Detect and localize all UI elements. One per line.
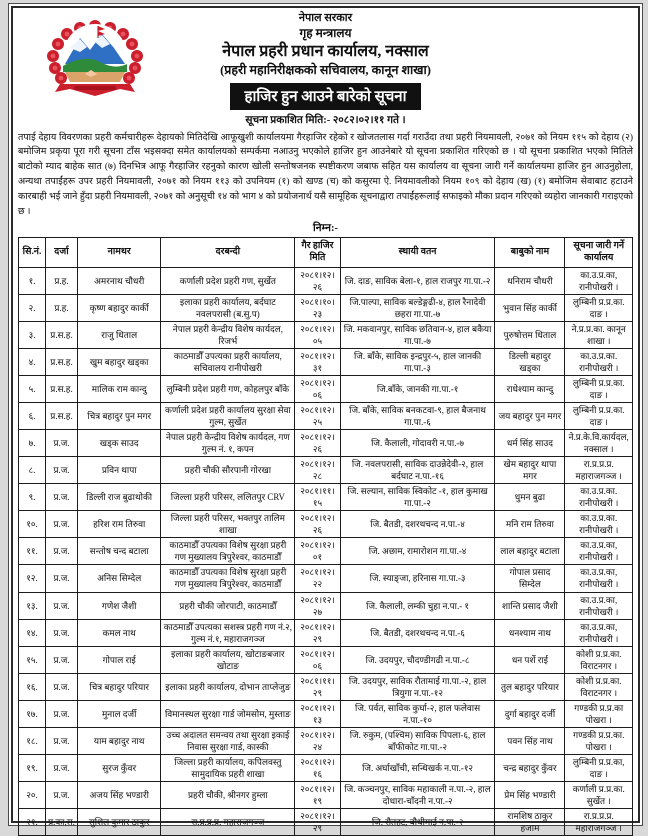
cell-father_name: डिल्ली बहादुर खड्का — [495, 349, 565, 376]
cell-rank: प्र.ज. — [46, 700, 78, 727]
cell-name: प्रविन थापा — [77, 457, 161, 484]
cell-address: जि. बाँके, साविक बनकटवा-९, हाल बैजनाथ गा.पा.-६ — [340, 403, 495, 430]
cell-issuing_office: लुम्बिनी प्र.प्र.का. दाङ । — [565, 295, 633, 322]
cell-name: मालिक राम कान्दु — [77, 376, 161, 403]
cell-address: जि. अछाम, रामारोशन गा.पा.-४ — [340, 538, 495, 565]
cell-absent_date: २०८१।११।१५ — [295, 484, 340, 511]
cell-sn: ४. — [19, 349, 46, 376]
cell-issuing_office: लुम्बिनी प्र.प्र.का, दाङ । — [565, 754, 633, 781]
cell-absent_date: २०८१।१२।१३ — [295, 700, 340, 727]
cell-address: जि.बाँके, जानकी गा.पा.-१ — [340, 376, 495, 403]
cell-rank: प्र.ज. — [46, 673, 78, 700]
table-row — [19, 268, 633, 295]
column-header-posting: दरबन्दी — [161, 237, 295, 267]
cell-rank: प्र.ज. — [46, 727, 78, 754]
cell-posting: जिल्ला प्रहरी कार्यालय, कपिलवस्तु सामुदायिक प्रहरी शाखा — [161, 754, 295, 781]
published-date: सूचना प्रकाशित मिति:- २०८२।०२।११ गते । — [245, 114, 406, 126]
office-title: नेपाल प्रहरी प्रधान कार्यालय, नक्साल — [222, 43, 429, 61]
cell-father_name: रामशिष ठाकुर हजाम — [495, 808, 565, 835]
cell-issuing_office: का.उ.प्र.का, रानीपोखरी । — [565, 538, 633, 565]
cell-issuing_office: कर्णाली प्र.प्र.का. सुर्खेत । — [565, 781, 633, 808]
cell-posting: काठमाडौँ उपत्यका विशेष सुरक्षा प्रहरी गण मुख्यालय त्रिपुरेश्वर, काठमाडौँ — [161, 538, 295, 565]
cell-issuing_office: रा.प्र.प्र.प्र. महाराजगञ्ज । — [565, 457, 633, 484]
cell-posting: काठमाडौँ उपत्यका सशस्त्र प्रहरी गण नं.२, गुल्म नं.१, महाराजगञ्ज — [161, 619, 295, 646]
table-row — [19, 349, 633, 376]
cell-absent_date: २०८१।११।२९ — [295, 673, 340, 700]
cell-rank: प्र.ज. — [46, 511, 78, 538]
cell-absent_date: २०८१।१०।२३ — [295, 295, 340, 322]
table-header-row — [19, 237, 633, 267]
cell-sn: १८. — [19, 727, 46, 754]
intro-paragraph: तपाई देहाय विवरणका प्रहरी कर्मचारीहरू देहायको मितिदेखि आफूखुशी कार्यालयमा गैरहाजिर रहेको र खोजतलास गर्दा गराउँदा तथा प्रहरी नियमावली, २०७१ को नियम ११५ को देहाय (२) बमोजिम प्रकृया पूरा गरी सूचना टाँस भइसक्दा समेत कार्यालयको सम्पर्कमा नआउनु भएकोले हाजिर हुन आउनेबारे यो सूचना प्रकाशित गरिएको छ । यो सूचना प्रकाशित भएको मितिले बाटोको म्याद बाहेक सात (७) दिनभित्र आफू गैरहाजिर रहनुको कारण खोली सन्तोषजनक स्पष्टीकरण जबाफ सहित यस कार्यालय वा सूचना जारी गर्ने कार्यालयमा हाजिर हुन आउनुहोला, अन्यथा तपाईंहरू उपर प्रहरी नियमावली, २०७१ को नियम ११३ को उपनियम (१) को खण्ड (च) को कसुरमा ऐ. नियमावलीको नियम १०९ को देहाय (ख) (१) बमोजिम सेवाबाट हटाउने कारबाही भई जाने हुँदा प्रहरी नियमावली, २०७१ को अनुसूची १४ को भाग ४ को प्रयोजनार्थ यसै सामूहिक सूचनाद्वारा तपाईंहरूलाई सफाइको मौका प्रदान गरिएको व्यहोरा जानकारी गराइएको छ । — [18, 132, 633, 217]
cell-posting: प्रहरी चौकी सौरपानी गोरखा — [161, 457, 295, 484]
cell-issuing_office: का.उ.प्र.का. रानीपोखरी । — [565, 511, 633, 538]
cell-rank: प्र.ह. — [46, 268, 78, 295]
cell-sn: २१. — [19, 808, 46, 835]
cell-issuing_office: का.उ.प्र.का. रानीपोखरी । — [565, 349, 633, 376]
cell-absent_date: २०८१।१२।२९ — [295, 808, 340, 835]
column-header-father_name: बाबुको नाम — [495, 237, 565, 267]
cell-sn: १५. — [19, 646, 46, 673]
cell-name: कमल नाथ — [77, 619, 161, 646]
cell-name: खुम बहादुर खड्का — [77, 349, 161, 376]
table-row — [19, 727, 633, 754]
cell-address: जि. रौतहट, बौधीमाई न.पा.-२ — [340, 808, 495, 835]
cell-name: चित्र बहादुर पुन मगर — [77, 403, 161, 430]
cell-address: जि. पर्वत, साविक कुर्घा-२, हाल फलेवास न.पा.-१० — [340, 700, 495, 727]
cell-name: याम बहादुर नाथ — [77, 727, 161, 754]
cell-absent_date: २०८१।१२।१६ — [295, 754, 340, 781]
cell-posting: उच्च अदालत समन्वय तथा सुरक्षा इकाई निवास सुरक्षा गार्ड, कास्की — [161, 727, 295, 754]
cell-father_name: गोपाल प्रसाद सिम्देल — [495, 565, 565, 592]
cell-posting: नेपाल प्रहरी केन्द्रीय विशेष कार्यदल, रिजर्भ — [161, 322, 295, 349]
cell-absent_date: २०८१।१२।०६ — [295, 646, 340, 673]
cell-absent_date: २०८१।१२।२९ — [295, 619, 340, 646]
cell-sn: ५. — [19, 376, 46, 403]
cell-rank: प्र.स.ह. — [46, 403, 78, 430]
table-row — [19, 511, 633, 538]
cell-father_name: धर्म सिंह साउद — [495, 430, 565, 457]
cell-absent_date: २०८१।१२।२४ — [295, 727, 340, 754]
cell-posting: कर्णाली प्रदेश प्रहरी कार्यालय सुरक्षा सेवा गुल्म, सुर्खेत — [161, 403, 295, 430]
cell-name: गोपाल राई — [77, 646, 161, 673]
cell-absent_date: २०८१।१२।२६ — [295, 511, 340, 538]
cell-rank: प्र.ज. — [46, 646, 78, 673]
office-subtitle: (प्रहरी महानिरीक्षकको सचिवालय, कानून शाखा) — [220, 63, 431, 78]
cell-name: सुरज कुँवर — [77, 754, 161, 781]
table-row — [19, 430, 633, 457]
column-header-name: नामथर — [77, 237, 161, 267]
cell-issuing_office: ने.प्र.के.वि.कार्यदल, नक्साल । — [565, 430, 633, 457]
cell-name: खड्क साउद — [77, 430, 161, 457]
cell-posting: प्रहरी चौकी जोरपाटी, काठमाडौँ — [161, 592, 295, 619]
cell-posting: रा.प्र.प्र.प्र. महाराजगञ्ज — [161, 808, 295, 835]
cell-posting: नेपाल प्रहरी केन्द्रीय विशेष कार्यदल, गण गुल्म नं. १, कपन — [161, 430, 295, 457]
table-row — [19, 673, 633, 700]
cell-name: अजय सिंह भण्डारी — [77, 781, 161, 808]
cell-father_name: धुमन बुढा — [495, 484, 565, 511]
nepal-emblem-logo — [40, 18, 150, 104]
cell-father_name: लाल बहादुर बटाला — [495, 538, 565, 565]
cell-absent_date: २०८१।१२।२६ — [295, 430, 340, 457]
table-row — [19, 619, 633, 646]
cell-posting: इलाका प्रहरी कार्यालय, दोभान ताप्लेजुङ — [161, 673, 295, 700]
table-row — [19, 295, 633, 322]
table-row — [19, 781, 633, 808]
document-page — [8, 3, 643, 833]
cell-sn: १. — [19, 268, 46, 295]
cell-sn: १९. — [19, 754, 46, 781]
cell-rank: प्र.ज. — [46, 538, 78, 565]
cell-rank: प्र.ज. — [46, 565, 78, 592]
cell-posting: इलाका प्रहरी कार्यालय, बर्दघाट नवलपरासी (ब.सु.प) — [161, 295, 295, 322]
cell-absent_date: २०८१।१२।२७ — [295, 592, 340, 619]
cell-address: जि. कैलाली, लम्की चुहा न.पा.- १ — [340, 592, 495, 619]
cell-address: जि. मकवानपुर, साविक छतिवान-४, हाल बकैया गा.पा.-७ — [340, 322, 495, 349]
cell-sn: ११. — [19, 538, 46, 565]
cell-rank: प्र.ज. — [46, 619, 78, 646]
cell-address: जि. रुकुम, (पश्चिम) साविक पिपला-६, हाल बाँफीकोट गा.पा.-२ — [340, 727, 495, 754]
cell-rank: प्र.स.ह. — [46, 376, 78, 403]
table-row — [19, 592, 633, 619]
cell-name: डिल्ली राज बुढाथोकी — [77, 484, 161, 511]
cell-address: जि. दाङ, साविक बेला-१, हाल राजपुर गा.पा.-२ — [340, 268, 495, 295]
cell-absent_date: २०८१।१२।२६ — [295, 268, 340, 295]
document-inner-frame — [11, 6, 640, 833]
cell-sn: ३. — [19, 322, 46, 349]
cell-name: मुनाल दर्जी — [77, 700, 161, 727]
cell-sn: १६. — [19, 673, 46, 700]
column-header-address: स्थायी वतन — [340, 237, 495, 267]
cell-father_name: धन पर्शे राई — [495, 646, 565, 673]
cell-sn: १२. — [19, 565, 46, 592]
ministry-name: गृह मन्त्रालय — [299, 25, 352, 40]
table-row — [19, 538, 633, 565]
cell-issuing_office: रा.प्र.प्र.प्र. महाराजगञ्ज । — [565, 808, 633, 835]
cell-issuing_office: ने.प्र.प्र.का. कानून शाखा । — [565, 322, 633, 349]
cell-sn: ९. — [19, 484, 46, 511]
column-header-rank: दर्जा — [46, 237, 78, 267]
cell-issuing_office: का.उ.प्र.का, रानीपोखरी । — [565, 619, 633, 646]
cell-rank: प्र.ह. — [46, 295, 78, 322]
cell-address: जि. उदयपुर, चौदण्डीगढी न.पा.-८ — [340, 646, 495, 673]
cell-father_name: प्रेम सिंह भण्डारी — [495, 781, 565, 808]
cell-rank: प्र.का.स. — [46, 808, 78, 835]
cell-father_name: राधेश्याम कान्दु — [495, 376, 565, 403]
cell-issuing_office: का.उ.प्र.का. रानीपोखरी । — [565, 484, 633, 511]
cell-rank: प्र.ज. — [46, 781, 78, 808]
cell-rank: प्र.ज. — [46, 592, 78, 619]
cell-rank: प्र.ज. — [46, 754, 78, 781]
cell-father_name: धनश्याम नाथ — [495, 619, 565, 646]
cell-issuing_office: का.उ.प्र.का, रानीपोखरी । — [565, 268, 633, 295]
column-header-absent_date: गैर हाजिर मिति — [295, 237, 340, 267]
cell-posting: काठमाडौँ उपत्यका विशेष सुरक्षा प्रहरी गण मुख्यालय त्रिपुरेश्वर, काठमाडौँ — [161, 565, 295, 592]
cell-name: गणेश जैशी — [77, 592, 161, 619]
cell-address: जि. कञ्चनपुर, साविक महाकाली न.पा.-२, हाल दोधारा-चाँदनी न.पा.-२ — [340, 781, 495, 808]
cell-issuing_office: गण्डकी प्र.प्र.का. पोखरा । — [565, 727, 633, 754]
cell-name: सुशिल कुमार ठाकुर — [77, 808, 161, 835]
cell-father_name: शान्ति प्रसाद जैशी — [495, 592, 565, 619]
cell-address: जि. बैतडी, दशरथचन्द न.पा.-६ — [340, 619, 495, 646]
cell-posting: विमानस्थल सुरक्षा गार्ड जोमसोम, मुस्ताङ — [161, 700, 295, 727]
cell-address: जि. सल्यान, साविक स्विकोट -१, हाल कुमाख गा.पा.-२ — [340, 484, 495, 511]
cell-sn: २. — [19, 295, 46, 322]
table-row — [19, 403, 633, 430]
table-row — [19, 322, 633, 349]
cell-rank: प्र.ज. — [46, 457, 78, 484]
cell-absent_date: २०८१।१२।२५ — [295, 403, 340, 430]
cell-sn: ६. — [19, 403, 46, 430]
cell-issuing_office: का.उ.प्र.का, रानीपोखरी । — [565, 565, 633, 592]
cell-issuing_office: गण्डकी प्र.प्र.का पोखरा । — [565, 700, 633, 727]
cell-posting: लुम्बिनी प्रदेश प्रहरी गण, कोहलपुर बाँके — [161, 376, 295, 403]
cell-father_name: भुवान सिंह कार्की — [495, 295, 565, 322]
cell-address: जि. कैलाली, गोदावरी न.पा.-७ — [340, 430, 495, 457]
column-header-sn: सि.नं. — [19, 237, 46, 267]
cell-name: राजु धिताल — [77, 322, 161, 349]
cell-name: हरिश राम तिरुवा — [77, 511, 161, 538]
cell-rank: प्र.ज. — [46, 484, 78, 511]
cell-absent_date: २०८१।१२।२८ — [295, 457, 340, 484]
cell-issuing_office: लुम्बिनी प्र.प्र.का. दाङ । — [565, 403, 633, 430]
cell-posting: इलाका प्रहरी कार्यालय, खोटाङबजार खोटाङ — [161, 646, 295, 673]
table-row — [19, 565, 633, 592]
cell-posting: कर्णाली प्रदेश प्रहरी गण, सुर्खेत — [161, 268, 295, 295]
cell-address: जि. बाँके, साविक इन्द्रपुर-५, हाल जानकी गा.पा.-३ — [340, 349, 495, 376]
column-header-issuing_office: सूचना जारी गर्ने कार्यालय — [565, 237, 633, 267]
cell-sn: ७. — [19, 430, 46, 457]
cell-father_name: चन्द्र बहादुर कुँवर — [495, 754, 565, 781]
cell-sn: १३. — [19, 592, 46, 619]
cell-absent_date: २०८१।१२।१९ — [295, 781, 340, 808]
cell-address: जि. बैतडी, दशरथचन्द न.पा.-४ — [340, 511, 495, 538]
cell-posting: काठमाडौँ उपत्यका प्रहरी कार्यालय, सचिवालय रानीपोखरी — [161, 349, 295, 376]
absentee-records-table — [18, 237, 633, 836]
table-row — [19, 484, 633, 511]
cell-father_name: जय बहादुर पुन मगर — [495, 403, 565, 430]
cell-father_name: धनिराम चौधरी — [495, 268, 565, 295]
cell-name: अमरनाथ चौधरी — [77, 268, 161, 295]
cell-father_name: तुल बहादुर परियार — [495, 673, 565, 700]
cell-posting: जिल्ला प्रहरी परिसर, भक्तपुर तालिम शाखा — [161, 511, 295, 538]
table-row — [19, 376, 633, 403]
cell-sn: १७. — [19, 700, 46, 727]
cell-father_name: पुरुषोत्तम धिताल — [495, 322, 565, 349]
table-row — [19, 646, 633, 673]
cell-absent_date: २०८१।१२।०१ — [295, 538, 340, 565]
cell-address: जि.पाल्पा, साविक बल्डेङ्गढी-४, हाल रैनादेवी छहरा गा.पा.-७ — [340, 295, 495, 322]
cell-name: अनिस सिम्देल — [77, 565, 161, 592]
cell-sn: १०. — [19, 511, 46, 538]
cell-father_name: पवन सिंह नाथ — [495, 727, 565, 754]
cell-name: सन्तोष चन्द बटाला — [77, 538, 161, 565]
cell-sn: १४. — [19, 619, 46, 646]
cell-father_name: खेम बहादुर थापा मगर — [495, 457, 565, 484]
cell-rank: प्र.स.ह. — [46, 322, 78, 349]
cell-sn: ८. — [19, 457, 46, 484]
cell-absent_date: २०८१।१२।३१ — [295, 349, 340, 376]
cell-address: जि. स्याङ्जा, हरिनास गा.पा.-३ — [340, 565, 495, 592]
cell-issuing_office: का.उ.प्र.का, रानीपोखरी । — [565, 592, 633, 619]
cell-father_name: दुर्गा बहादुर दर्जी — [495, 700, 565, 727]
cell-rank: प्र.ज. — [46, 430, 78, 457]
table-row — [19, 754, 633, 781]
cell-issuing_office: लुम्बिनी प्र.प्र.का. दाङ । — [565, 376, 633, 403]
cell-address: जि. अर्घाखाँची, सन्धिखर्क न.पा.-१२ — [340, 754, 495, 781]
document-header — [18, 12, 633, 127]
cell-address: जि. नवलपरासी, साविक दाउन्नेदेवी-२, हाल बर्दघाट न.पा.-१६ — [340, 457, 495, 484]
cell-absent_date: २०८१।१२।२२ — [295, 565, 340, 592]
table-body — [19, 268, 633, 836]
cell-sn: २०. — [19, 781, 46, 808]
cell-absent_date: २०८१।१२।०५ — [295, 322, 340, 349]
government-name: नेपाल सरकार — [298, 12, 353, 24]
cell-issuing_office: कोशी प्र.प्र.का. विराटनगर । — [565, 646, 633, 673]
cell-rank: प्र.स.ह. — [46, 349, 78, 376]
cell-posting: जिल्ला प्रहरी परिसर, ललितपुर CRV — [161, 484, 295, 511]
table-row — [19, 457, 633, 484]
cell-posting: प्रहरी चौकी, श्रीनगर हुम्ला — [161, 781, 295, 808]
cell-address: जि. उदयपुर, साविक रौतामाई गा.पा.-२, हाल त्रियुगा न.पा.-१२ — [340, 673, 495, 700]
table-row — [19, 808, 633, 835]
cell-name: चित्र बहादुर परियार — [77, 673, 161, 700]
notice-title-banner: हाजिर हुन आउने बारेको सूचना — [230, 83, 420, 110]
cell-issuing_office: कोशी प्र.प्र.का. विराटनगर । — [565, 673, 633, 700]
cell-father_name: मनि राम तिरुवा — [495, 511, 565, 538]
nimna-label: निम्न:- — [313, 222, 338, 234]
table-row — [19, 700, 633, 727]
cell-absent_date: २०८१।१२।०६ — [295, 376, 340, 403]
cell-name: कृष्ण बहादुर कार्की — [77, 295, 161, 322]
